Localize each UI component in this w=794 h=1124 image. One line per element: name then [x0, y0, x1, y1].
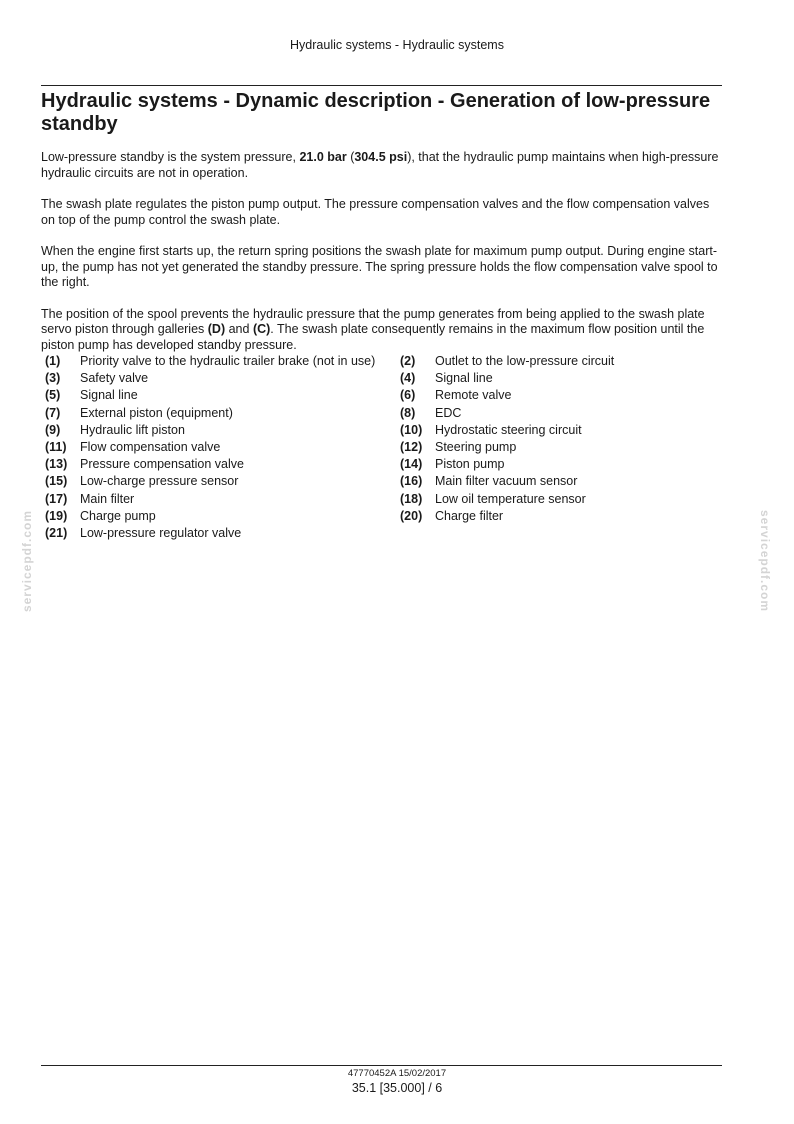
legend-label: Charge filter	[435, 508, 504, 523]
legend-number: (6)	[400, 388, 416, 403]
legend-number: (10)	[400, 422, 423, 437]
legend-label: Piston pump	[435, 457, 505, 472]
legend-label: Main filter vacuum sensor	[435, 474, 578, 489]
pressure-psi-value: 304.5 psi	[354, 150, 408, 164]
legend-row	[45, 405, 725, 422]
legend-number: (16)	[400, 474, 423, 489]
legend-label: Low-pressure regulator valve	[80, 525, 242, 540]
legend-row	[45, 387, 725, 404]
legend-item	[45, 491, 400, 508]
component-legend	[45, 353, 725, 542]
legend-label: Charge pump	[80, 508, 156, 523]
legend-number: (5)	[45, 388, 61, 403]
legend-row	[45, 508, 725, 525]
legend-item	[45, 370, 400, 387]
legend-number: (17)	[45, 491, 68, 506]
legend-item	[400, 508, 725, 525]
legend-item	[400, 491, 725, 508]
legend-row	[45, 525, 725, 542]
legend-label: Main filter	[80, 491, 135, 506]
legend-label: Low oil temperature sensor	[435, 491, 586, 506]
legend-number: (21)	[45, 525, 68, 540]
running-header: Hydraulic systems - Hydraulic systems	[290, 38, 504, 52]
legend-row	[45, 422, 725, 439]
legend-number: (3)	[45, 371, 61, 386]
legend-item	[45, 456, 400, 473]
footer-divider	[41, 1065, 722, 1066]
p4-text-a: The position of the spool prevents the hydraulic pressure that the pump generates from being applied to the swash plate servo piston through galleries	[41, 306, 705, 336]
legend-row	[45, 473, 725, 490]
paragraph-swash-plate: The swash plate regulates the piston pump output. The pressure compensation valves and the flow compensation valves on top of the pump control the swash plate.	[41, 197, 710, 227]
legend-item	[400, 387, 725, 404]
legend-item	[45, 439, 400, 456]
legend-number: (4)	[400, 371, 416, 386]
body-text	[41, 150, 722, 369]
legend-item	[400, 370, 725, 387]
document-code: 47770452A 15/02/2017	[347, 1068, 447, 1079]
legend-item	[45, 353, 400, 370]
legend-item	[45, 508, 400, 525]
legend-item	[45, 473, 400, 490]
page-title: Hydraulic systems - Dynamic description - Generation of low-pressure standby	[41, 90, 711, 135]
legend-number: (2)	[400, 354, 416, 368]
page-number: 35.1 [35.000] / 6	[351, 1081, 443, 1095]
legend-number: (9)	[45, 422, 61, 437]
legend-row	[45, 491, 725, 508]
legend-item	[400, 422, 725, 439]
legend-label: Signal line	[80, 388, 138, 403]
legend-item	[400, 405, 725, 422]
legend-label: Flow compensation valve	[80, 439, 221, 454]
legend-item	[400, 456, 725, 473]
legend-row	[45, 439, 725, 456]
legend-number: (14)	[400, 457, 423, 472]
legend-label: Hydraulic lift piston	[80, 422, 185, 437]
legend-label: Pressure compensation valve	[80, 457, 244, 472]
gallery-c-ref: (C)	[252, 322, 271, 336]
legend-row	[45, 370, 725, 387]
legend-item	[400, 353, 725, 370]
legend-number: (15)	[45, 474, 68, 489]
legend-item	[45, 387, 400, 404]
legend-label: Remote valve	[435, 388, 512, 403]
legend-item	[45, 422, 400, 439]
legend-number: (20)	[400, 508, 423, 523]
legend-label: External piston (equipment)	[80, 405, 233, 420]
legend-label: Signal line	[435, 371, 493, 386]
legend-number: (13)	[45, 457, 68, 472]
legend-label: Priority valve to the hydraulic trailer brake (not in use)	[80, 354, 376, 368]
legend-label: Hydrostatic steering circuit	[435, 422, 582, 437]
legend-number: (18)	[400, 491, 423, 506]
legend-label: Safety valve	[80, 371, 149, 386]
legend-number: (7)	[45, 405, 61, 420]
legend-label: Outlet to the low-pressure circuit	[435, 354, 615, 368]
legend-item	[45, 525, 400, 542]
legend-row	[45, 353, 725, 370]
legend-label: Low-charge pressure sensor	[80, 474, 239, 489]
p1-text-c: (	[346, 150, 355, 164]
gallery-d-ref: (D)	[207, 322, 226, 336]
legend-number: (11)	[45, 439, 67, 454]
legend-item	[400, 473, 725, 490]
legend-label: EDC	[435, 405, 462, 420]
legend-number: (19)	[45, 508, 68, 523]
legend-number: (12)	[400, 439, 423, 454]
legend-label: Steering pump	[435, 439, 517, 454]
p1-text-e: ), that the hydraulic pump maintains when high-pressure hydraulic circuits are not in operation.	[41, 150, 719, 180]
pressure-bar-value: 21.0 bar	[299, 150, 347, 164]
legend-item	[400, 439, 725, 456]
p1-text-a: Low-pressure standby is the system pressure,	[41, 150, 300, 164]
paragraph-spool-position	[41, 307, 722, 354]
header-divider	[41, 85, 722, 86]
p4-text-c: and	[225, 322, 253, 336]
legend-item	[45, 405, 400, 422]
p4-text-e: . The swash plate consequently remains in the maximum flow position until the piston pump has developed standby pressure.	[41, 322, 705, 352]
legend-row	[45, 456, 725, 473]
watermark-right: servicepdf.com	[758, 510, 772, 613]
legend-number: (8)	[400, 405, 416, 420]
legend-number: (1)	[45, 354, 61, 368]
paragraph-engine-start: When the engine first starts up, the return spring positions the swash plate for maximum pump output. During engine start-up, the pump has not yet generated the standby pressure. The spring pressure holds the flow compensation valve spool to the right.	[41, 244, 718, 289]
paragraph-standby-pressure	[41, 150, 722, 181]
watermark-left: servicepdf.com	[20, 510, 34, 613]
